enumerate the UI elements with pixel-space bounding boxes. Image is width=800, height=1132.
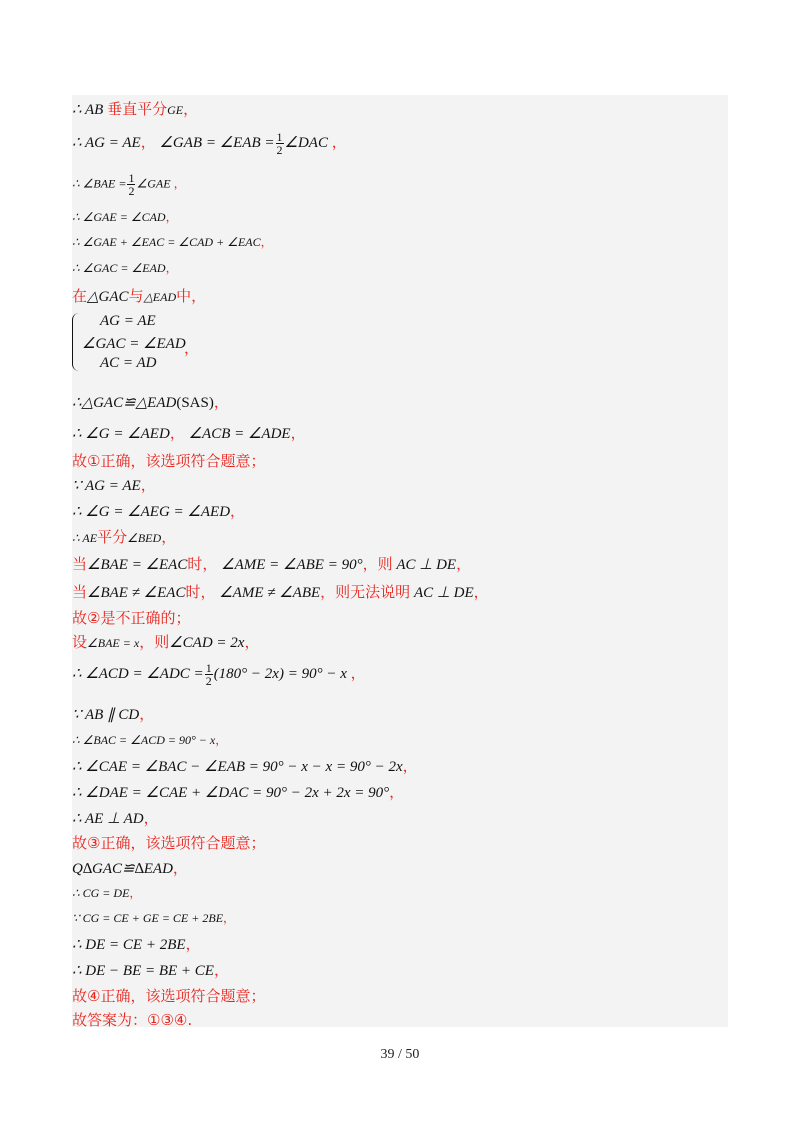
system-row-1: AG = AE	[100, 313, 156, 329]
line-13: ∴ AE平分∠BED，	[72, 528, 177, 546]
line-9: ∴ ∠G = ∠AED， ∠ACB = ∠ADE，	[72, 424, 306, 442]
line-12: ∴ ∠G = ∠AEG = ∠AED，	[72, 502, 246, 520]
line-21: ∴ ∠CAE = ∠BAC − ∠EAB = 90° − x − x = 90° − 2x，	[72, 757, 418, 775]
line-16: 故②是不正确的；	[72, 609, 191, 627]
line-17: 设∠BAE = x，则∠CAD = 2x，	[72, 633, 260, 651]
line-1: ∴ AB 垂直平分GE，	[72, 100, 199, 118]
line-7: 在△GAC与△EAD中，	[72, 287, 207, 305]
line-4: ∴ ∠GAE = ∠CAD，	[72, 210, 178, 224]
left-brace	[72, 313, 80, 371]
line-19: ∵ AB ∥ CD，	[72, 705, 155, 723]
line-3: ∴ ∠BAE = $\frac{1}{2}$ ∠GAE ，	[72, 171, 186, 198]
system-row-2: ∠GAC = ∠EAD	[82, 336, 186, 352]
system-tail: ，	[184, 341, 200, 357]
line-18: ∴ ∠ACD = ∠ADC = $\frac{1}{2}$ (180° − 2x) = 90° − x ，	[72, 661, 366, 689]
line-28: ∴ DE = CE + 2BE，	[72, 935, 201, 953]
line-30: 故④正确，该选项符合题意；	[72, 987, 266, 1005]
line-27: ∵ CG = CE + GE = CE + 2BE，	[72, 911, 236, 925]
line-10: 故①正确，该选项符合题意；	[72, 452, 266, 470]
page-number: 39 / 50	[380, 1047, 420, 1062]
system-row-3: AC = AD	[100, 355, 157, 371]
line-22: ∴ ∠DAE = ∠CAE + ∠DAC = 90° − 2x + 2x = 90°，	[72, 783, 405, 801]
line-11: ∵ AG = AE，	[72, 476, 156, 494]
line-24: 故③正确，该选项符合题意；	[72, 834, 266, 852]
line-15: 当∠BAE ≠ ∠EAC时， ∠AME ≠ ∠ABE，则无法说明 AC ⊥ DE，	[72, 583, 489, 601]
line-25: Q∆GAC≌∆EAD，	[72, 859, 188, 877]
line-23: ∴ AE ⊥ AD，	[72, 809, 159, 827]
line-29: ∴ DE − BE = BE + CE，	[72, 961, 229, 979]
line-26: ∴ CG = DE，	[72, 886, 142, 900]
line-2: ∴ AG = AE， ∠GAB = ∠EAB = $\frac{1}{2}$ ∠DAC ，	[72, 130, 347, 158]
line-14: 当∠BAE = ∠EAC时， ∠AME = ∠ABE = 90°，则 AC ⊥ DE，	[72, 555, 472, 573]
line-31: 故答案为：①③④.	[72, 1011, 193, 1029]
line-20: ∴ ∠BAC = ∠ACD = 90° − x，	[72, 733, 228, 747]
line-5: ∴ ∠GAE + ∠EAC = ∠CAD + ∠EAC，	[72, 235, 273, 249]
line-6: ∴ ∠GAC = ∠EAD，	[72, 261, 178, 275]
equation-system	[72, 313, 272, 375]
solution-content	[72, 95, 728, 1027]
line-8: ∴△GAC≌△EAD(SAS)，	[72, 393, 229, 411]
